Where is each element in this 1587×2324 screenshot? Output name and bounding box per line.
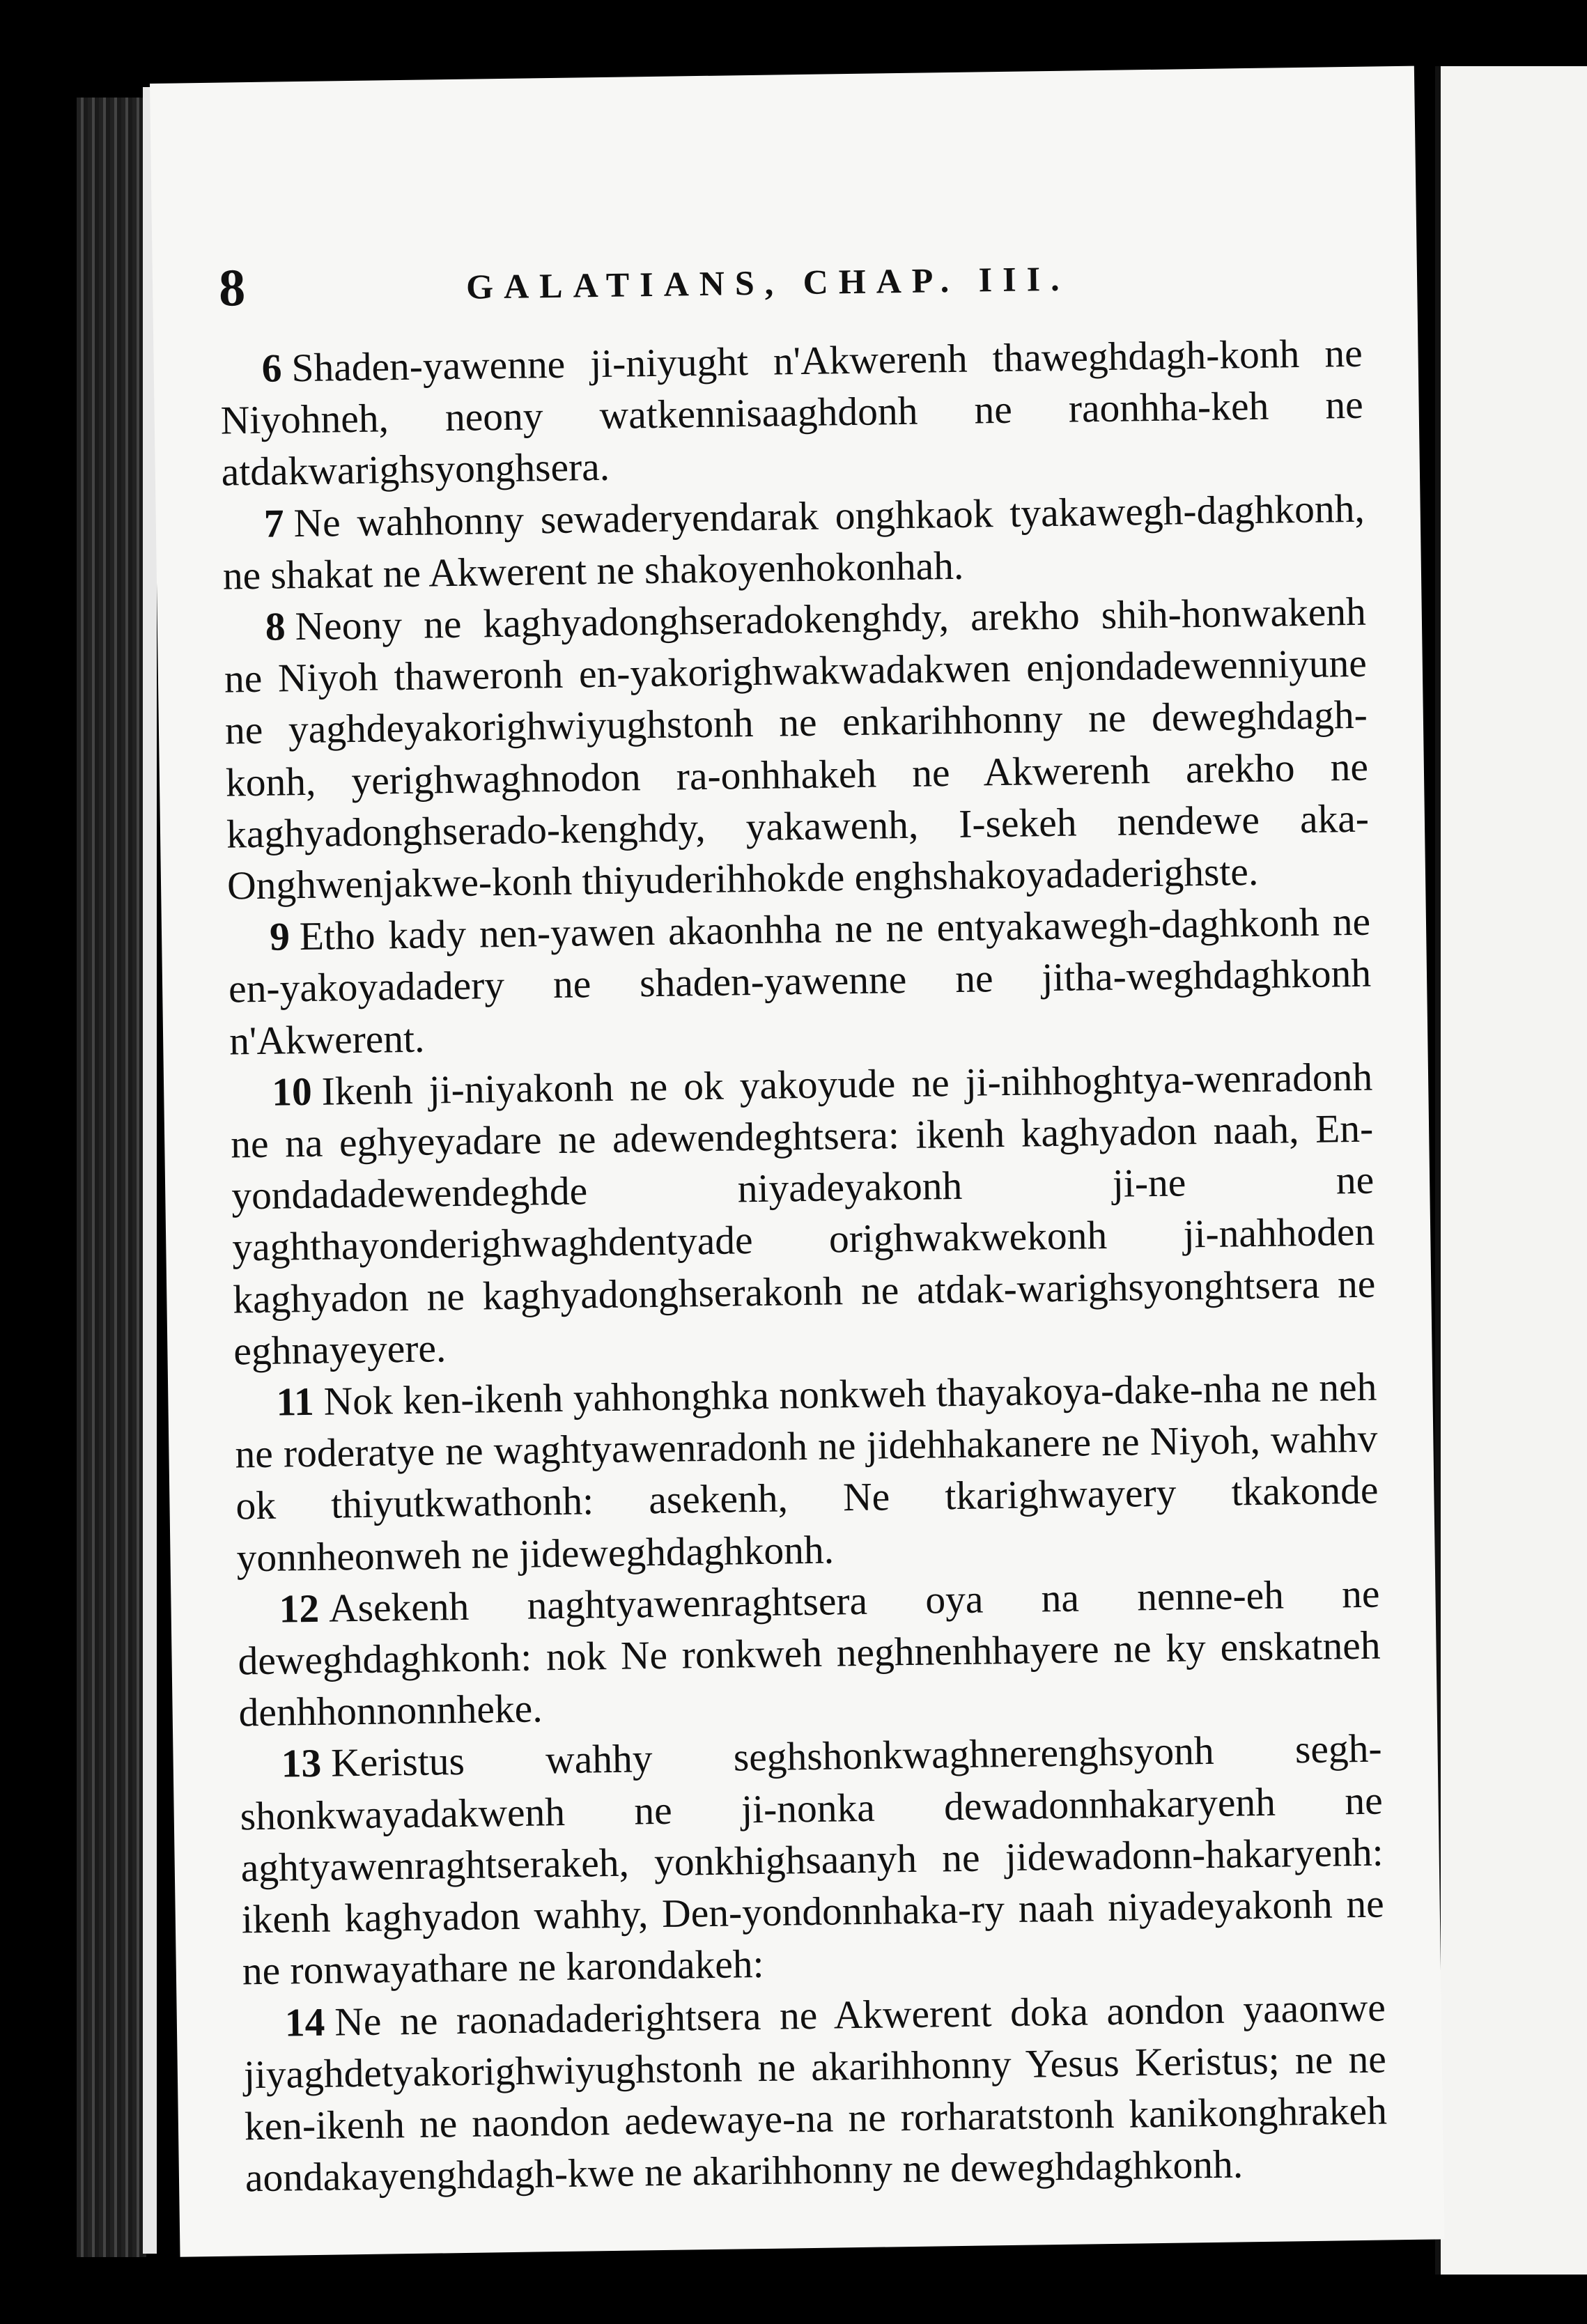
- facing-page-margin: [1435, 66, 1587, 2275]
- verse-10: [230, 1051, 1377, 1377]
- verse-text: Nok ken-ikenh yahhonghka nonkweh thayakoya-dake-nha ne neh ne roderatye ne waghtyawenradonh ne jidehhakanere ne Niyoh, wahhv ok thiyutkwathonh: asekenh, Ne tkarighwayery tkakonde yonnheonweh ne jideweghdaghkonh.: [235, 1365, 1379, 1581]
- verse-number: 9: [269, 915, 291, 959]
- verse-7: [222, 483, 1365, 602]
- book-page: [150, 66, 1444, 2257]
- page-number: 8: [218, 258, 246, 318]
- verse-text: Etho kady nen-yawen akaonhha ne ne entyakawegh-daghkonh ne en-yakoyadadery ne shaden-yawenne ne jitha-weghdaghkonh n'Akwerent.: [228, 899, 1372, 1064]
- verse-6: [219, 328, 1364, 499]
- verse-text: Shaden-yawenne ji-niyught n'Akwerenh thaweghdagh-konh ne Niyohneh, neony watkennisaaghdonh ne raonhha-keh ne atdakwarighsyonghsera.: [220, 331, 1364, 495]
- verse-9: [228, 897, 1372, 1067]
- verse-11: [234, 1362, 1379, 1585]
- verse-text: Asekenh naghtyawenraghtsera oya na nenne-eh ne deweghdaghkonh: nok Ne ronkweh neghnenhhayere ne ky enskatneh denhhonnonnheke.: [238, 1572, 1381, 1735]
- verse-number: 12: [279, 1586, 320, 1632]
- running-head: GALATIANS, CHAP. III.: [465, 258, 1070, 307]
- page-header: [218, 241, 1368, 320]
- verse-number: 7: [263, 501, 285, 546]
- scripture-text: [219, 328, 1388, 2205]
- verse-text: Keristus wahhy seghshonkwaghnerenghsyonh segh-shonkwayadakwenh ne ji-nonka dewadonnhakaryenh ne aghtyawenraghtserakeh, yonkhighsaanyh ne jidewadonn-hakaryenh: ikenh kaghyadon wahhy, Den-yondonnhaka-ry naah niyadeyakonh ne ne ronwayathare ne karondakeh:: [240, 1727, 1385, 1994]
- verse-number: 8: [265, 605, 286, 649]
- verse-14: [242, 1982, 1388, 2205]
- verse-12: [237, 1568, 1381, 1739]
- verse-text: Ikenh ji-niyakonh ne ok yakoyude ne ji-nihhoghtya-wenradonh ne na eghyeyadare ne adewendeghtsera: ikenh kaghyadon naah, En-yondadadewendeghde niyadeyakonh ji-ne ne yaghthayonderighwaghdentyade orighwakwekonh ji-nahhoden kaghyadon ne kaghyadonghserakonh ne atdak-warighsyonghtsera ne eghnayeyere.: [230, 1055, 1376, 1374]
- verse-number: 14: [284, 2000, 325, 2045]
- verse-8: [223, 587, 1370, 913]
- verse-text: Ne ne raonadaderightsera ne Akwerent doka aondon yaaonwe jiyaghdetyakorighwiyughstonh ne akarihhonny Yesus Keristus; ne ne ken-ikenh ne naondon aedewaye-na ne rorharatstonh kanikonghrakeh aondakayenghdagh-kwe ne akarihhonny ne deweghdaghkonh.: [243, 1985, 1388, 2201]
- book-spine-edge: [77, 98, 146, 2257]
- verse-text: Neony ne kaghyadonghseradokenghdy, arekho shih-honwakenh ne Niyoh thaweronh en-yakorighwakwadakwen enjondadewenniyune ne yaghdeyakorighwiyughstonh ne enkarihhonny ne deweghdagh-konh, yerighwaghnodon ra-onhhakeh ne Akwerenh arekho ne kaghyadonghserado-kenghdy, yakawenh, I-sekeh nendewe aka-Onghwenjakwe-konh thiyuderihhokde enghshakoyadaderighste.: [224, 589, 1370, 908]
- verse-number: 13: [281, 1742, 322, 1787]
- verse-number: 10: [271, 1069, 313, 1115]
- verse-number: 6: [261, 346, 282, 391]
- verse-text: Ne wahhonny sewaderyendarak onghkaok tyakawegh-daghkonh, ne shakat ne Akwerent ne shakoyenhokonhah.: [222, 486, 1365, 598]
- verse-13: [239, 1723, 1385, 1998]
- verse-number: 11: [276, 1379, 315, 1425]
